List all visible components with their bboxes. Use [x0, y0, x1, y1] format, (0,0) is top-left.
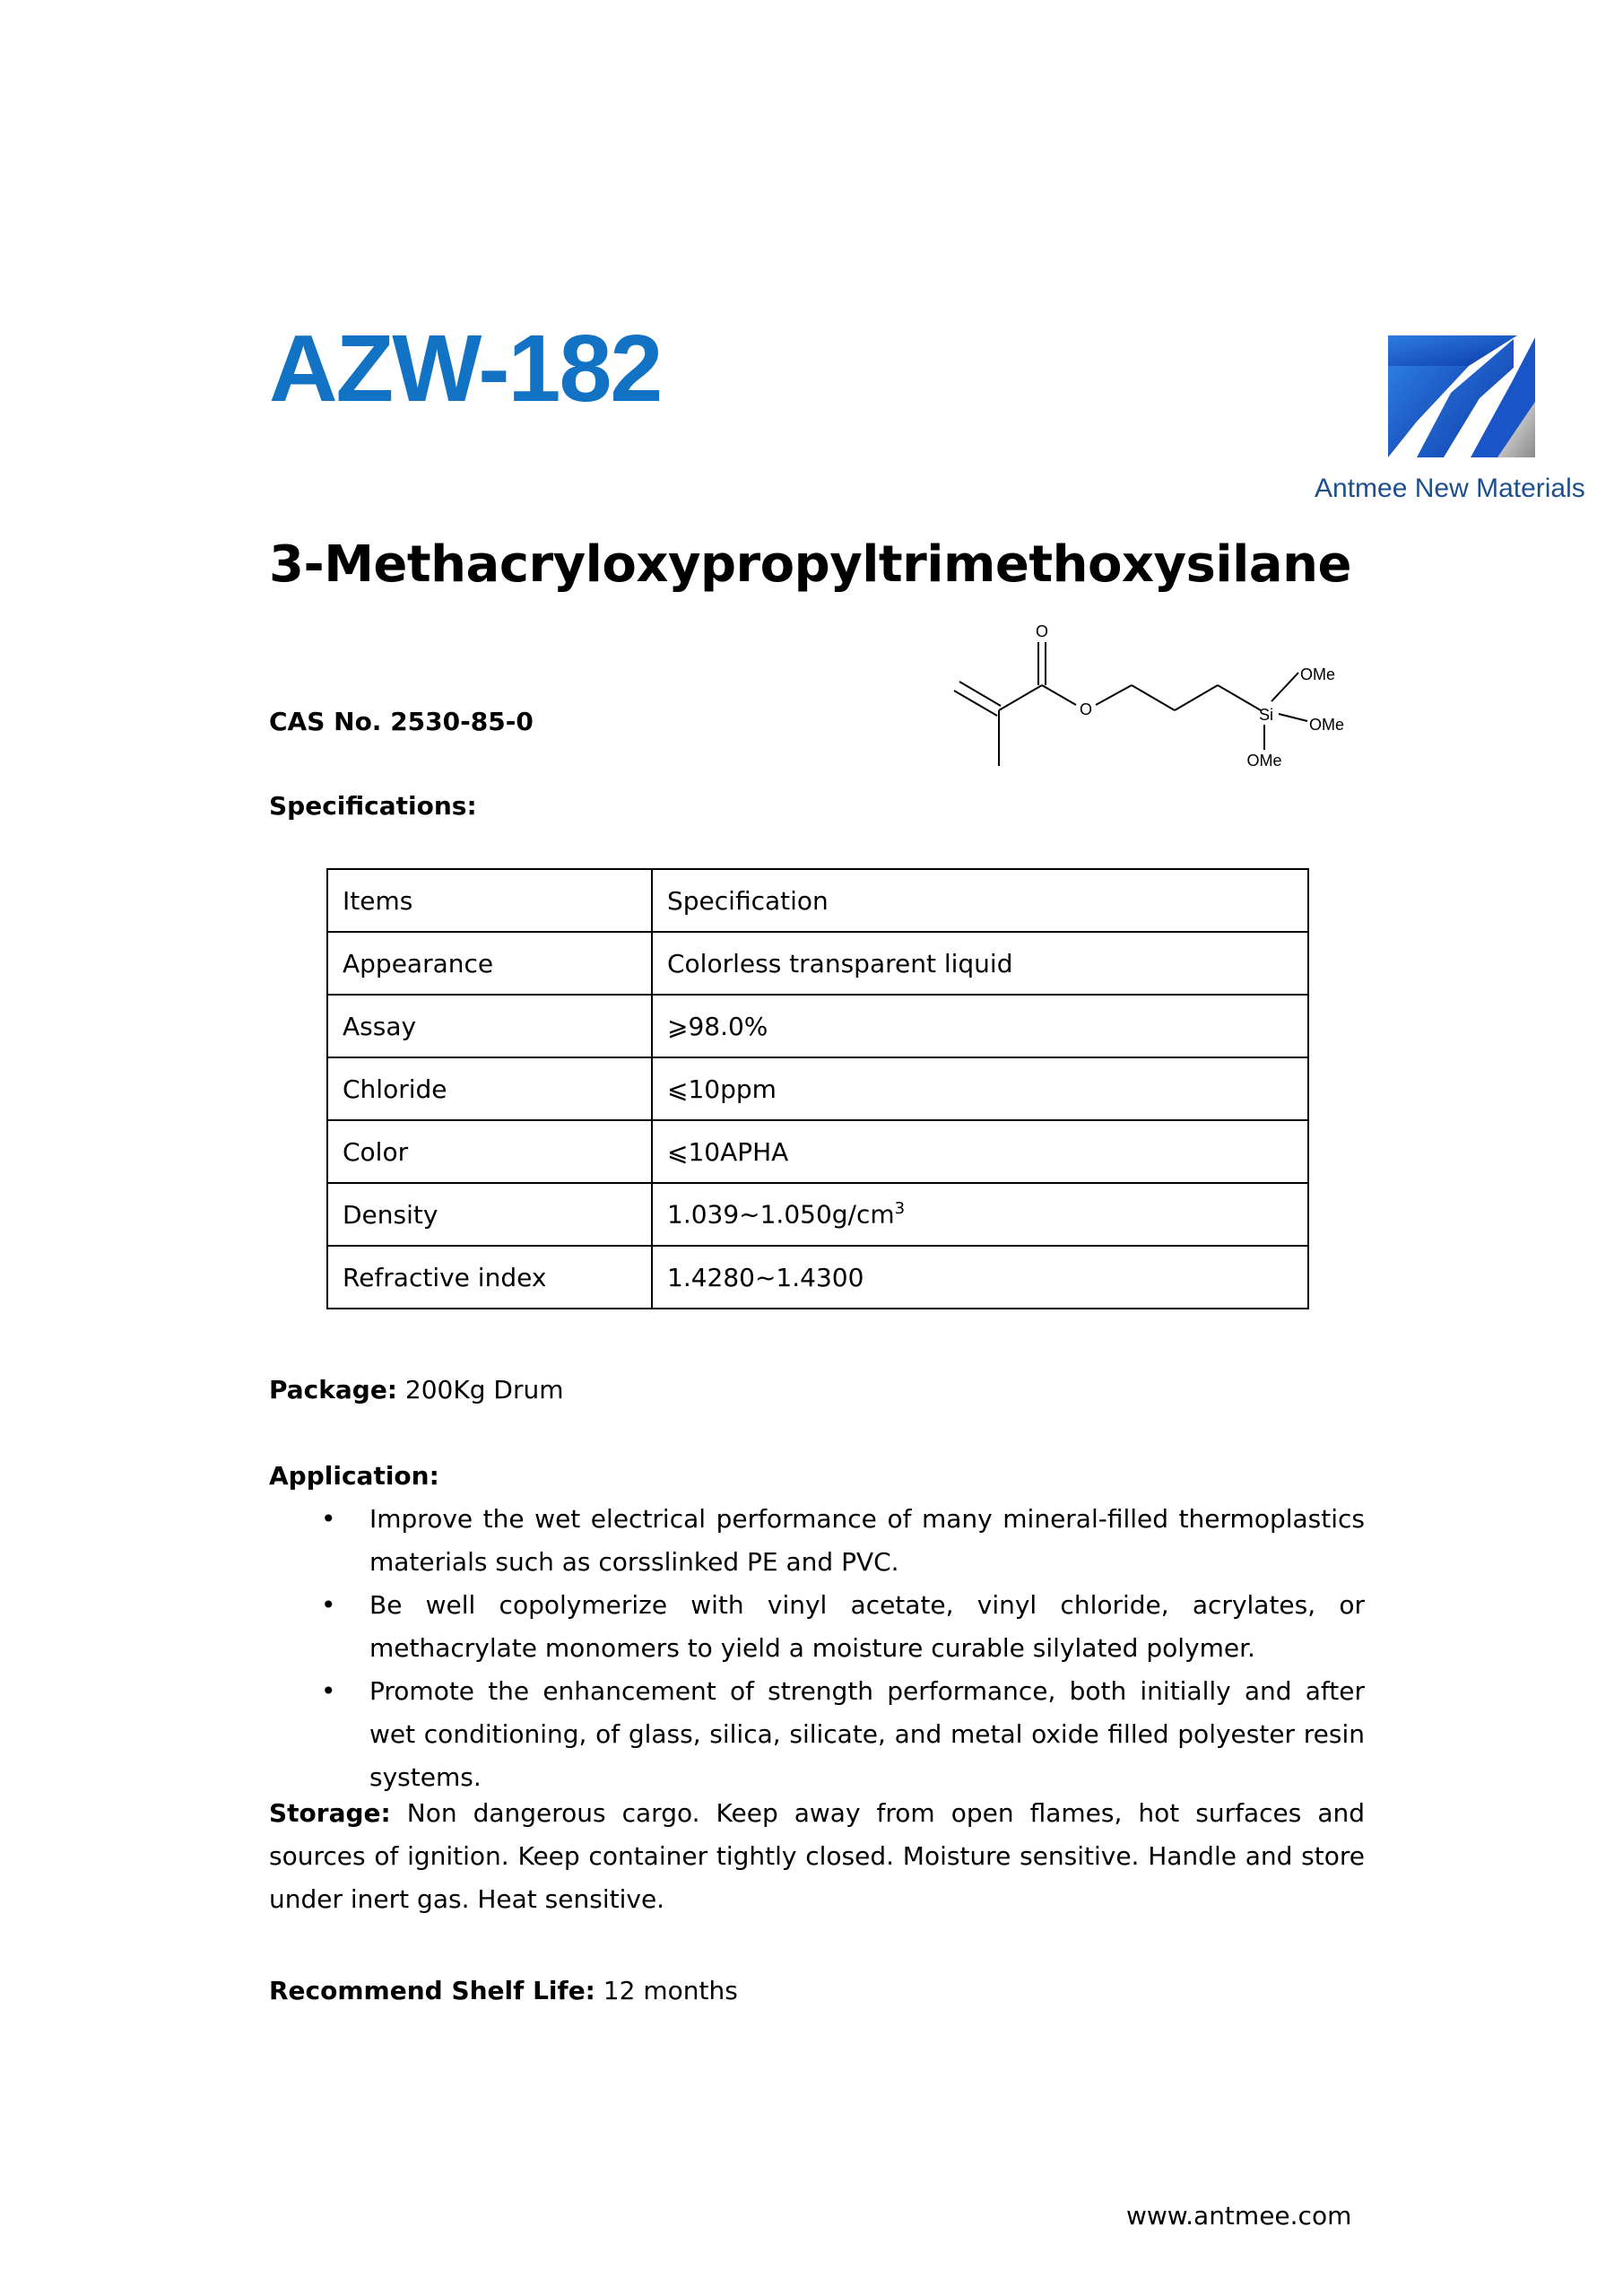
- list-item: [269, 1670, 1365, 1799]
- density-unit-superscript: 3: [894, 1199, 906, 1219]
- structure-ome-1: OMe: [1300, 665, 1336, 683]
- package-line: [269, 1369, 564, 1412]
- storage-value: Non dangerous cargo. Keep away from open flames, hot surfaces and sources of ignition. Keep container tightly closed. Moisture sensitive. Handle and store under inert gas. Heat sensitive.: [269, 1798, 1365, 1914]
- package-value: 200Kg Drum: [404, 1375, 564, 1405]
- structure-ester-o: O: [1079, 700, 1093, 718]
- shelf-life-label: Recommend Shelf Life:: [269, 1976, 595, 2005]
- list-item: [269, 1584, 1365, 1670]
- table-row: [327, 1246, 1308, 1309]
- table-cell-item: Color: [327, 1120, 652, 1183]
- package-label: Package:: [269, 1375, 398, 1405]
- table-row: [327, 1183, 1308, 1246]
- density-value: 1.039~1.050g/cm: [667, 1199, 895, 1230]
- application-text: Promote the enhancement of strength performance, both initially and after wet conditioning, of glass, silica, silicate, and metal oxide filled polyester resin systems.: [369, 1676, 1365, 1792]
- application-text: Be well copolymerize with vinyl acetate, vinyl chloride, acrylates, or methacrylate monomers to yield a moisture curable silylated polymer.: [369, 1590, 1365, 1663]
- structure-carbonyl-o: O: [1035, 622, 1049, 640]
- table-row: [327, 995, 1308, 1057]
- logo-mark-icon: [1318, 314, 1614, 475]
- bullet-icon: •: [321, 1504, 336, 1534]
- bullet-icon: •: [321, 1676, 336, 1706]
- storage-label: Storage:: [269, 1798, 391, 1828]
- structure-ome-3: OMe: [1246, 752, 1282, 770]
- list-item: [269, 1498, 1365, 1584]
- application-heading: Application:: [269, 1461, 439, 1491]
- table-row: [327, 1057, 1308, 1120]
- shelf-life-value: 12 months: [603, 1976, 738, 2005]
- table-cell-item: Refractive index: [327, 1246, 652, 1309]
- website-link[interactable]: www.antmee.com: [1126, 2201, 1352, 2231]
- table-header-row: [327, 869, 1308, 932]
- table-row: [327, 932, 1308, 995]
- table-cell-item: Chloride: [327, 1057, 652, 1120]
- table-header-cell: Items: [327, 869, 652, 932]
- table-cell-spec: ⩾98.0%: [652, 995, 1308, 1057]
- storage-paragraph: [269, 1792, 1365, 1921]
- table-row: [327, 1120, 1308, 1183]
- bullet-icon: •: [321, 1590, 336, 1620]
- specifications-heading: Specifications:: [269, 791, 477, 821]
- product-code: AZW-182: [269, 316, 662, 422]
- cas-number: CAS No. 2530-85-0: [269, 707, 534, 736]
- company-name: Antmee New Materials: [1315, 474, 1585, 503]
- table-cell-spec: ⩽10ppm: [652, 1057, 1308, 1120]
- chemical-name: 3-Methacryloxypropyltrimethoxysilane: [269, 535, 1351, 594]
- structure-ome-2: OMe: [1309, 716, 1345, 734]
- table-cell-spec: 1.4280~1.4300: [652, 1246, 1308, 1309]
- application-list: [269, 1498, 1365, 1799]
- table-cell-item: Density: [327, 1183, 652, 1246]
- table-cell-item: Assay: [327, 995, 652, 1057]
- table-cell-spec: Colorless transparent liquid: [652, 932, 1308, 995]
- table-header-cell: Specification: [652, 869, 1308, 932]
- table-cell-spec: [652, 1183, 1308, 1246]
- structure-si: Si: [1258, 706, 1274, 724]
- shelf-life-line: [269, 1970, 738, 2013]
- specifications-table: [326, 868, 1309, 1309]
- chemical-structure-diagram: [942, 619, 1363, 789]
- table-cell-spec: ⩽10APHA: [652, 1120, 1308, 1183]
- application-text: Improve the wet electrical performance of many mineral-filled thermoplastics materials such as corsslinked PE and PVC.: [369, 1504, 1365, 1577]
- table-cell-item: Appearance: [327, 932, 652, 995]
